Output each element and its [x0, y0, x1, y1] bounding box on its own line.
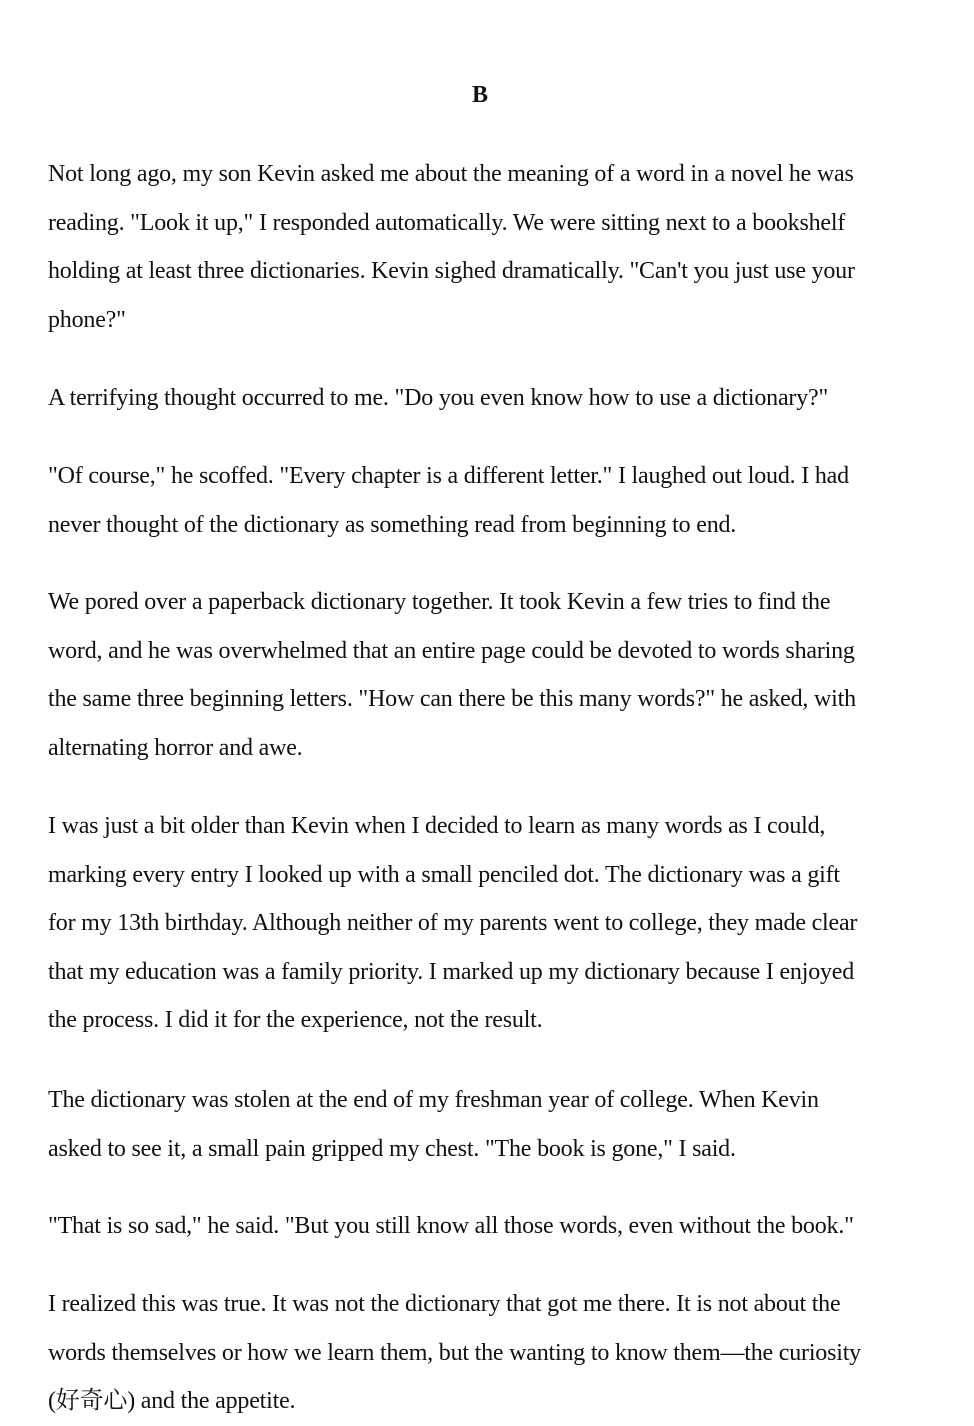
paragraph-3 [48, 452, 918, 549]
paragraph-line: A terrifying thought occurred to me. "Do you even know how to use a dictionary?" [48, 385, 829, 411]
paragraph-line: We pored over a paperback dictionary together. It took Kevin a few tries to find the [48, 589, 831, 615]
paragraph-5 [48, 802, 918, 1045]
paragraph-line: the same three beginning letters. "How can there be this many words?" he asked, with [48, 686, 856, 712]
paragraph-line: for my 13th birthday. Although neither of my parents went to college, they made clear [48, 910, 858, 936]
paragraph-line: The dictionary was stolen at the end of my freshman year of college. When Kevin [48, 1087, 819, 1113]
paragraph-line: phone?" [48, 306, 126, 333]
paragraph-line: (好奇心) and the appetite. [48, 1388, 296, 1414]
paragraph-line: the process. I did it for the experience, not the result. [48, 1007, 543, 1033]
paragraph-line: I was just a bit older than Kevin when I decided to learn as many words as I could, [48, 813, 826, 839]
paragraph-4 [48, 578, 918, 772]
paragraph-line: alternating horror and awe. [48, 734, 303, 761]
paragraph-line: "Of course," he scoffed. "Every chapter is a different letter." I laughed out loud. I had [48, 463, 849, 489]
paragraph-2 [48, 374, 918, 423]
paragraph-line: holding at least three dictionaries. Kevin sighed dramatically. "Can't you just use your [48, 258, 855, 284]
section-heading: B [471, 82, 488, 108]
paragraph-1 [48, 150, 918, 344]
paragraph-line: marking every entry I looked up with a small penciled dot. The dictionary was a gift [48, 861, 840, 888]
paragraph-line: Not long ago, my son Kevin asked me about the meaning of a word in a novel he was [48, 161, 854, 187]
paragraph-line: words themselves or how we learn them, but the wanting to know them—the curiosity [48, 1339, 861, 1366]
paragraph-line: never thought of the dictionary as something read from beginning to end. [48, 511, 737, 538]
paragraph-line: that my education was a family priority. I marked up my dictionary because I enjoyed [48, 958, 855, 985]
paragraph-line: I realized this was true. It was not the dictionary that got me there. It is not about the [48, 1291, 841, 1317]
paragraph-line: reading. "Look it up," I responded automatically. We were sitting next to a bookshelf [48, 209, 846, 236]
paragraph-line: word, and he was overwhelmed that an entire page could be devoted to words sharing [48, 637, 855, 664]
paragraph-6 [48, 1076, 918, 1173]
paragraph-8 [48, 1280, 918, 1426]
paragraph-7 [48, 1202, 918, 1251]
paragraph-line: "That is so sad," he said. "But you still know all those words, even without the book." [48, 1213, 854, 1239]
paragraph-line: asked to see it, a small pain gripped my chest. "The book is gone," I said. [48, 1135, 736, 1162]
